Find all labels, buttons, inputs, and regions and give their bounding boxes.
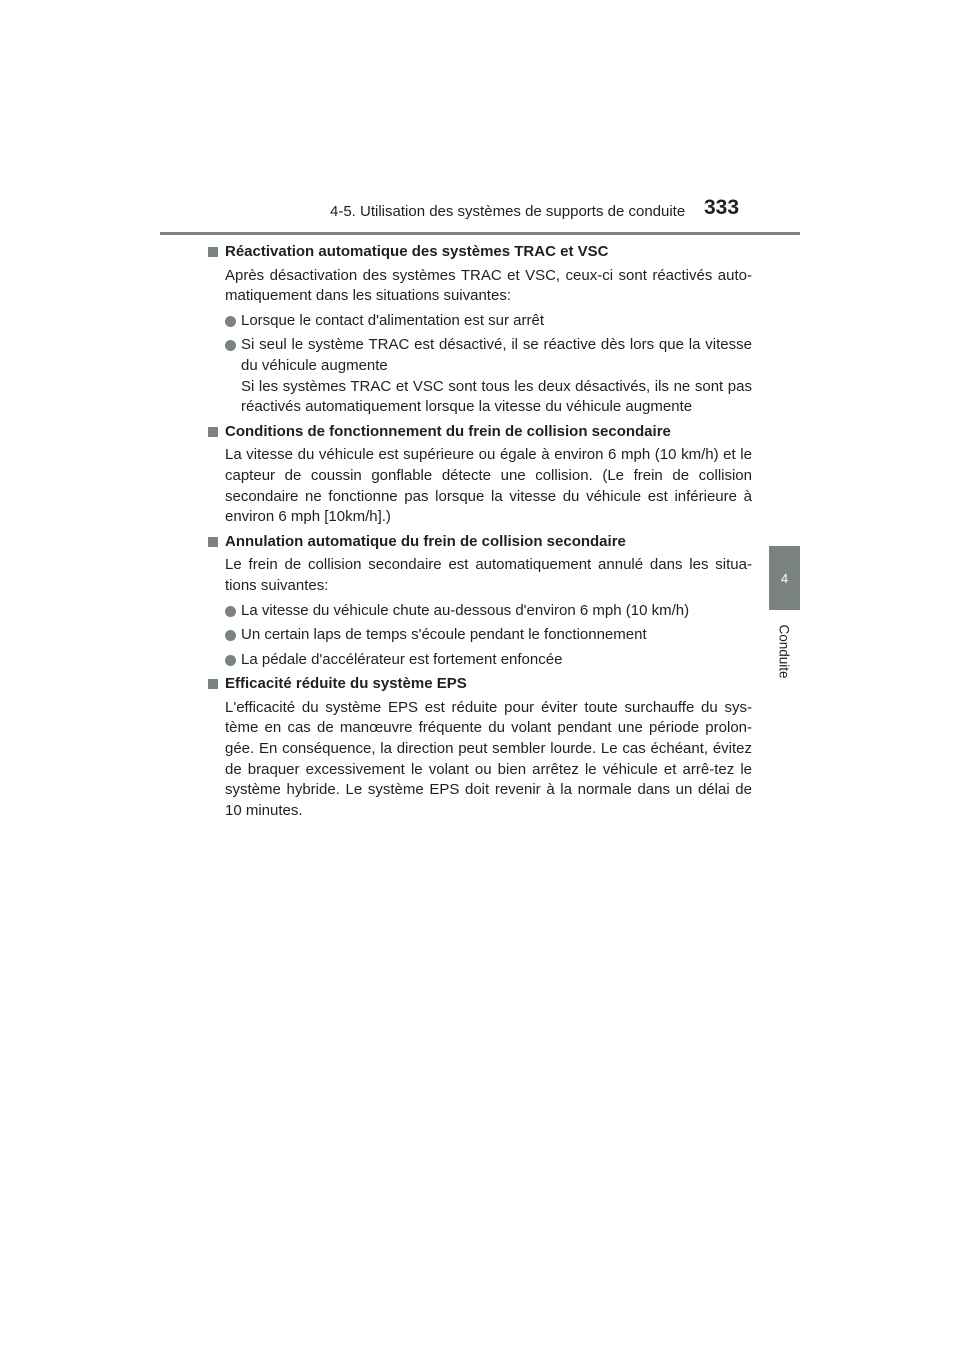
bullet-icon xyxy=(225,630,236,641)
main-content xyxy=(208,242,752,825)
square-icon xyxy=(208,679,218,689)
header-rule xyxy=(160,232,800,235)
header-title: 4-5. Utilisation des systèmes de supports de conduite xyxy=(330,203,686,220)
chapter-tab xyxy=(769,546,800,610)
chapter-label: Conduite xyxy=(777,623,793,679)
list-item: La pédale d'accélérateur est fortement enfoncée xyxy=(208,650,752,671)
bullet-icon xyxy=(225,606,236,617)
chapter-label-container xyxy=(769,618,800,684)
square-icon xyxy=(208,247,218,257)
square-icon xyxy=(208,427,218,437)
section-paragraph: La vitesse du véhicule est supérieure ou égale à environ 6 mph (10 km/h) et le capteur de coussin gonflable détecte une collision. (Le frein de collision secondaire ne fonctionne pas lorsque la vitesse du véhicule est inférieure à environ 6 mph [10km/h].) xyxy=(225,446,752,526)
section-paragraph: Après désactivation des systèmes TRAC et VSC, ceux-ci sont réactivés auto-matiquement dans les situations suivantes: xyxy=(225,266,752,305)
list-item: Si seul le système TRAC est désactivé, il se réactive dès lors que la vitesse du véhicule augmente Si les systèmes TRAC et VSC sont tous les deux désactivés, ils ne sont pas réactivés automatiquement lorsque la vitesse du véhicule augmente xyxy=(208,335,752,417)
bullet-icon xyxy=(225,340,236,351)
list-item: La vitesse du véhicule chute au-dessous d'environ 6 mph (10 km/h) xyxy=(208,601,752,622)
section-heading: Annulation automatique du frein de collision secondaire xyxy=(208,532,752,553)
bullet-icon xyxy=(225,316,236,327)
section-paragraph: Le frein de collision secondaire est automatiquement annulé dans les situa-tions suivantes: xyxy=(225,556,752,594)
page-number: 333 xyxy=(704,196,740,219)
square-icon xyxy=(208,537,218,547)
list-item: Lorsque le contact d'alimentation est sur arrêt xyxy=(208,311,752,332)
section-heading: Efficacité réduite du système EPS xyxy=(208,674,752,695)
section-paragraph: L'efficacité du système EPS est réduite pour éviter toute surchauffe du sys-tème en cas de manœuvre fréquente du volant pendant une période prolon-gée. En conséquence, la direction peut sembler lourde. Le cas échéant, évitez de braquer excessivement le volant ou bien arrêtez le véhicule et arrê-tez le système hybride. Le système EPS doit revenir à la normale dans un délai de 10 minutes. xyxy=(225,698,752,819)
section-heading: Conditions de fonctionnement du frein de collision secondaire xyxy=(208,422,752,443)
chapter-number: 4 xyxy=(780,570,789,586)
bullet-icon xyxy=(225,655,236,666)
section-heading: Réactivation automatique des systèmes TRAC et VSC xyxy=(208,242,752,263)
list-item: Un certain laps de temps s'écoule pendant le fonctionnement xyxy=(208,625,752,646)
